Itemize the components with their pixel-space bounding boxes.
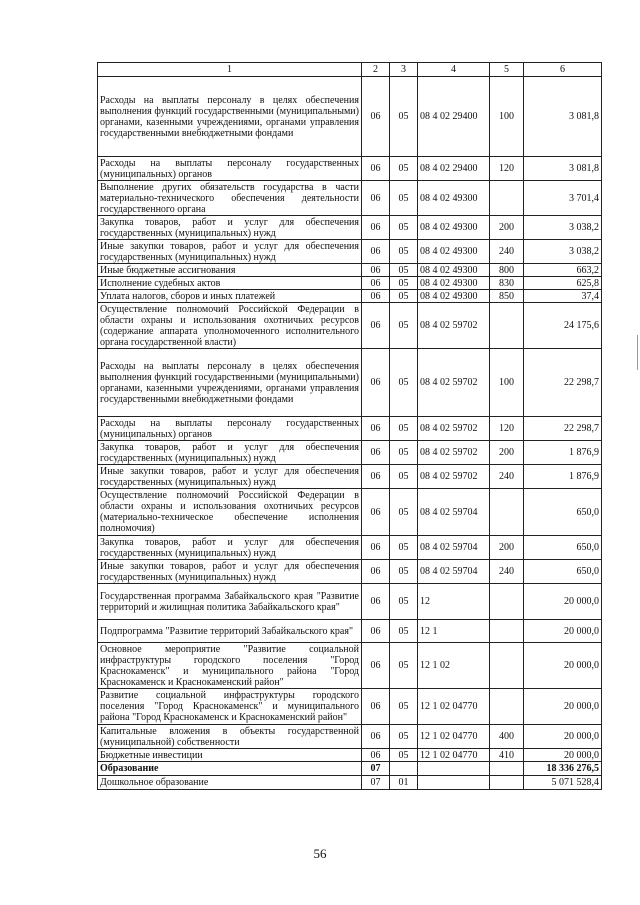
- budget-table: [97, 62, 602, 790]
- row-name: Дошкольное образование: [98, 776, 362, 790]
- row-target-article: [418, 776, 490, 790]
- row-subsection: 05: [390, 749, 418, 762]
- row-name: Осуществление полномочий Российской Федерации в области охраны и использования охотничьих ресурсов (материально-техническое обеспечение исполнения полномочия): [98, 489, 362, 536]
- row-expense-type: [490, 584, 524, 620]
- header-col-1: 1: [98, 63, 362, 77]
- row-section: 06: [362, 725, 390, 749]
- row-section: 06: [362, 277, 390, 290]
- row-section: 06: [362, 264, 390, 277]
- row-expense-type: [490, 303, 524, 349]
- row-section: 06: [362, 216, 390, 240]
- table-row: [98, 441, 602, 465]
- row-amount: 3 701,4: [524, 181, 602, 216]
- table-row: [98, 181, 602, 216]
- header-col-6: 6: [524, 63, 602, 77]
- row-section: 06: [362, 689, 390, 725]
- row-subsection: 05: [390, 465, 418, 489]
- row-expense-type: 240: [490, 240, 524, 264]
- row-name: Образование: [98, 762, 362, 776]
- row-section: 06: [362, 77, 390, 157]
- table-row: [98, 584, 602, 620]
- table-row: [98, 620, 602, 643]
- row-amount: 24 175,6: [524, 303, 602, 349]
- row-name: Выполнение других обязательств государства в части материально-технического обеспечения деятельности государственного органа: [98, 181, 362, 216]
- row-subsection: 05: [390, 643, 418, 689]
- table-row: [98, 240, 602, 264]
- row-amount: 22 298,7: [524, 417, 602, 441]
- row-amount: 650,0: [524, 560, 602, 584]
- row-target-article: 12 1 02 04770: [418, 749, 490, 762]
- row-section: 06: [362, 749, 390, 762]
- row-amount: 37,4: [524, 290, 602, 303]
- table-row: [98, 290, 602, 303]
- row-expense-type: 800: [490, 264, 524, 277]
- row-section: 06: [362, 489, 390, 536]
- table-row: [98, 277, 602, 290]
- row-target-article: 08 4 02 49300: [418, 277, 490, 290]
- row-name: Капитальные вложения в объекты государственной (муниципальной) собственности: [98, 725, 362, 749]
- page-number: 56: [313, 846, 327, 861]
- row-section: 06: [362, 303, 390, 349]
- row-expense-type: 400: [490, 725, 524, 749]
- row-subsection: 05: [390, 240, 418, 264]
- row-section: 06: [362, 584, 390, 620]
- row-section: 06: [362, 536, 390, 560]
- row-section: 07: [362, 776, 390, 790]
- row-section: 06: [362, 465, 390, 489]
- row-expense-type: 100: [490, 77, 524, 157]
- row-subsection: 05: [390, 349, 418, 417]
- table-row: [98, 643, 602, 689]
- row-name: Бюджетные инвестиции: [98, 749, 362, 762]
- table-row: [98, 762, 602, 776]
- row-amount: 20 000,0: [524, 749, 602, 762]
- row-section: 06: [362, 620, 390, 643]
- table-row: [98, 216, 602, 240]
- table-row: [98, 157, 602, 181]
- row-subsection: 05: [390, 489, 418, 536]
- table-row: [98, 689, 602, 725]
- row-section: 06: [362, 240, 390, 264]
- row-expense-type: 830: [490, 277, 524, 290]
- row-target-article: 08 4 02 59704: [418, 489, 490, 536]
- row-amount: 650,0: [524, 536, 602, 560]
- row-target-article: 08 4 02 59702: [418, 349, 490, 417]
- table-body: [98, 77, 602, 790]
- table-row: [98, 77, 602, 157]
- row-expense-type: [490, 689, 524, 725]
- row-name: Государственная программа Забайкальского края "Развитие территорий и жилищная политика Забайкальского края": [98, 584, 362, 620]
- row-subsection: 05: [390, 157, 418, 181]
- margin-mark: [637, 335, 638, 370]
- row-expense-type: [490, 181, 524, 216]
- table-row: [98, 349, 602, 417]
- row-target-article: 08 4 02 59702: [418, 465, 490, 489]
- row-subsection: 05: [390, 725, 418, 749]
- row-name: Осуществление полномочий Российской Федерации в области охраны и использования охотничьих ресурсов (содержание аппарата уполномоченного исполнительного органа государственной власти): [98, 303, 362, 349]
- row-amount: 20 000,0: [524, 584, 602, 620]
- row-amount: 20 000,0: [524, 620, 602, 643]
- table-header-row: [98, 63, 602, 77]
- table-row: [98, 776, 602, 790]
- row-section: 06: [362, 643, 390, 689]
- row-amount: 650,0: [524, 489, 602, 536]
- row-expense-type: 200: [490, 441, 524, 465]
- row-amount: 3 038,2: [524, 216, 602, 240]
- row-name: Иные закупки товаров, работ и услуг для обеспечения государственных (муниципальных) нужд: [98, 560, 362, 584]
- row-section: 06: [362, 157, 390, 181]
- row-subsection: 05: [390, 277, 418, 290]
- table-row: [98, 560, 602, 584]
- row-section: 06: [362, 417, 390, 441]
- row-target-article: 08 4 02 49300: [418, 240, 490, 264]
- row-target-article: 08 4 02 59704: [418, 560, 490, 584]
- header-col-3: 3: [390, 63, 418, 77]
- row-section: 06: [362, 349, 390, 417]
- row-subsection: 05: [390, 303, 418, 349]
- row-subsection: 05: [390, 560, 418, 584]
- row-amount: 3 081,8: [524, 157, 602, 181]
- row-target-article: 12 1: [418, 620, 490, 643]
- row-target-article: 08 4 02 29400: [418, 77, 490, 157]
- row-subsection: 05: [390, 181, 418, 216]
- row-amount: 18 336 276,5: [524, 762, 602, 776]
- row-target-article: 08 4 02 59702: [418, 303, 490, 349]
- row-name: Расходы на выплаты персоналу в целях обеспечения выполнения функций государственными (муниципальными) органами, казенными учреждениями, органами управления государственными внебюджетными фондами: [98, 77, 362, 157]
- row-name: Уплата налогов, сборов и иных платежей: [98, 290, 362, 303]
- row-expense-type: [490, 620, 524, 643]
- row-amount: 20 000,0: [524, 643, 602, 689]
- row-target-article: 12: [418, 584, 490, 620]
- table-row: [98, 536, 602, 560]
- header-col-5: 5: [490, 63, 524, 77]
- row-target-article: 08 4 02 59702: [418, 417, 490, 441]
- table-row: [98, 303, 602, 349]
- row-name: Закупка товаров, работ и услуг для обеспечения государственных (муниципальных) нужд: [98, 536, 362, 560]
- row-subsection: 05: [390, 216, 418, 240]
- row-name: Иные закупки товаров, работ и услуг для обеспечения государственных (муниципальных) нужд: [98, 465, 362, 489]
- row-section: 06: [362, 290, 390, 303]
- table-row: [98, 465, 602, 489]
- row-amount: 5 071 528,4: [524, 776, 602, 790]
- row-target-article: [418, 762, 490, 776]
- row-amount: 625,8: [524, 277, 602, 290]
- table-row: [98, 749, 602, 762]
- row-expense-type: [490, 489, 524, 536]
- row-name: Исполнение судебных актов: [98, 277, 362, 290]
- row-name: Основное мероприятие "Развитие социальной инфраструктуры городского поселения "Город Краснокаменск" и муниципального района "Город Краснокаменск и Краснокаменский район": [98, 643, 362, 689]
- table-row: [98, 417, 602, 441]
- row-subsection: 05: [390, 77, 418, 157]
- row-target-article: 08 4 02 29400: [418, 157, 490, 181]
- row-target-article: 08 4 02 49300: [418, 264, 490, 277]
- row-subsection: 01: [390, 776, 418, 790]
- header-col-2: 2: [362, 63, 390, 77]
- row-target-article: 12 1 02: [418, 643, 490, 689]
- row-expense-type: 120: [490, 157, 524, 181]
- row-expense-type: 240: [490, 560, 524, 584]
- row-name: Развитие социальной инфраструктуры городского поселения "Город Краснокаменск" и муниципального района "Город Краснокаменск и Краснокаменский район": [98, 689, 362, 725]
- row-subsection: 05: [390, 264, 418, 277]
- row-name: Иные бюджетные ассигнования: [98, 264, 362, 277]
- row-subsection: [390, 762, 418, 776]
- row-amount: 1 876,9: [524, 465, 602, 489]
- row-target-article: 12 1 02 04770: [418, 725, 490, 749]
- row-target-article: 12 1 02 04770: [418, 689, 490, 725]
- row-expense-type: [490, 776, 524, 790]
- row-name: Закупка товаров, работ и услуг для обеспечения государственных (муниципальных) нужд: [98, 216, 362, 240]
- row-target-article: 08 4 02 49300: [418, 216, 490, 240]
- row-expense-type: [490, 762, 524, 776]
- row-expense-type: 410: [490, 749, 524, 762]
- table-row: [98, 264, 602, 277]
- row-subsection: 05: [390, 417, 418, 441]
- row-name: Расходы на выплаты персоналу государственных (муниципальных) органов: [98, 157, 362, 181]
- table-row: [98, 725, 602, 749]
- row-amount: 22 298,7: [524, 349, 602, 417]
- row-name: Расходы на выплаты персоналу в целях обеспечения выполнения функций государственными (муниципальными) органами, казенными учреждениями, органами управления государственными внебюджетными фондами: [98, 349, 362, 417]
- row-expense-type: 240: [490, 465, 524, 489]
- row-section: 07: [362, 762, 390, 776]
- row-subsection: 05: [390, 441, 418, 465]
- row-amount: 3 081,8: [524, 77, 602, 157]
- row-expense-type: 120: [490, 417, 524, 441]
- row-name: Расходы на выплаты персоналу государственных (муниципальных) органов: [98, 417, 362, 441]
- row-expense-type: 850: [490, 290, 524, 303]
- row-target-article: 08 4 02 49300: [418, 181, 490, 216]
- row-subsection: 05: [390, 584, 418, 620]
- row-subsection: 05: [390, 689, 418, 725]
- row-expense-type: 200: [490, 536, 524, 560]
- row-amount: 20 000,0: [524, 689, 602, 725]
- row-amount: 20 000,0: [524, 725, 602, 749]
- row-subsection: 05: [390, 290, 418, 303]
- row-subsection: 05: [390, 620, 418, 643]
- row-target-article: 08 4 02 59702: [418, 441, 490, 465]
- row-expense-type: 100: [490, 349, 524, 417]
- row-expense-type: 200: [490, 216, 524, 240]
- row-amount: 663,2: [524, 264, 602, 277]
- row-name: Закупка товаров, работ и услуг для обеспечения государственных (муниципальных) нужд: [98, 441, 362, 465]
- row-amount: 3 038,2: [524, 240, 602, 264]
- header-col-4: 4: [418, 63, 490, 77]
- row-section: 06: [362, 560, 390, 584]
- row-target-article: 08 4 02 59704: [418, 536, 490, 560]
- table-row: [98, 489, 602, 536]
- row-subsection: 05: [390, 536, 418, 560]
- row-section: 06: [362, 441, 390, 465]
- row-name: Иные закупки товаров, работ и услуг для обеспечения государственных (муниципальных) нужд: [98, 240, 362, 264]
- row-name: Подпрограмма "Развитие территорий Забайкальского края": [98, 620, 362, 643]
- row-expense-type: [490, 643, 524, 689]
- row-amount: 1 876,9: [524, 441, 602, 465]
- row-section: 06: [362, 181, 390, 216]
- row-target-article: 08 4 02 49300: [418, 290, 490, 303]
